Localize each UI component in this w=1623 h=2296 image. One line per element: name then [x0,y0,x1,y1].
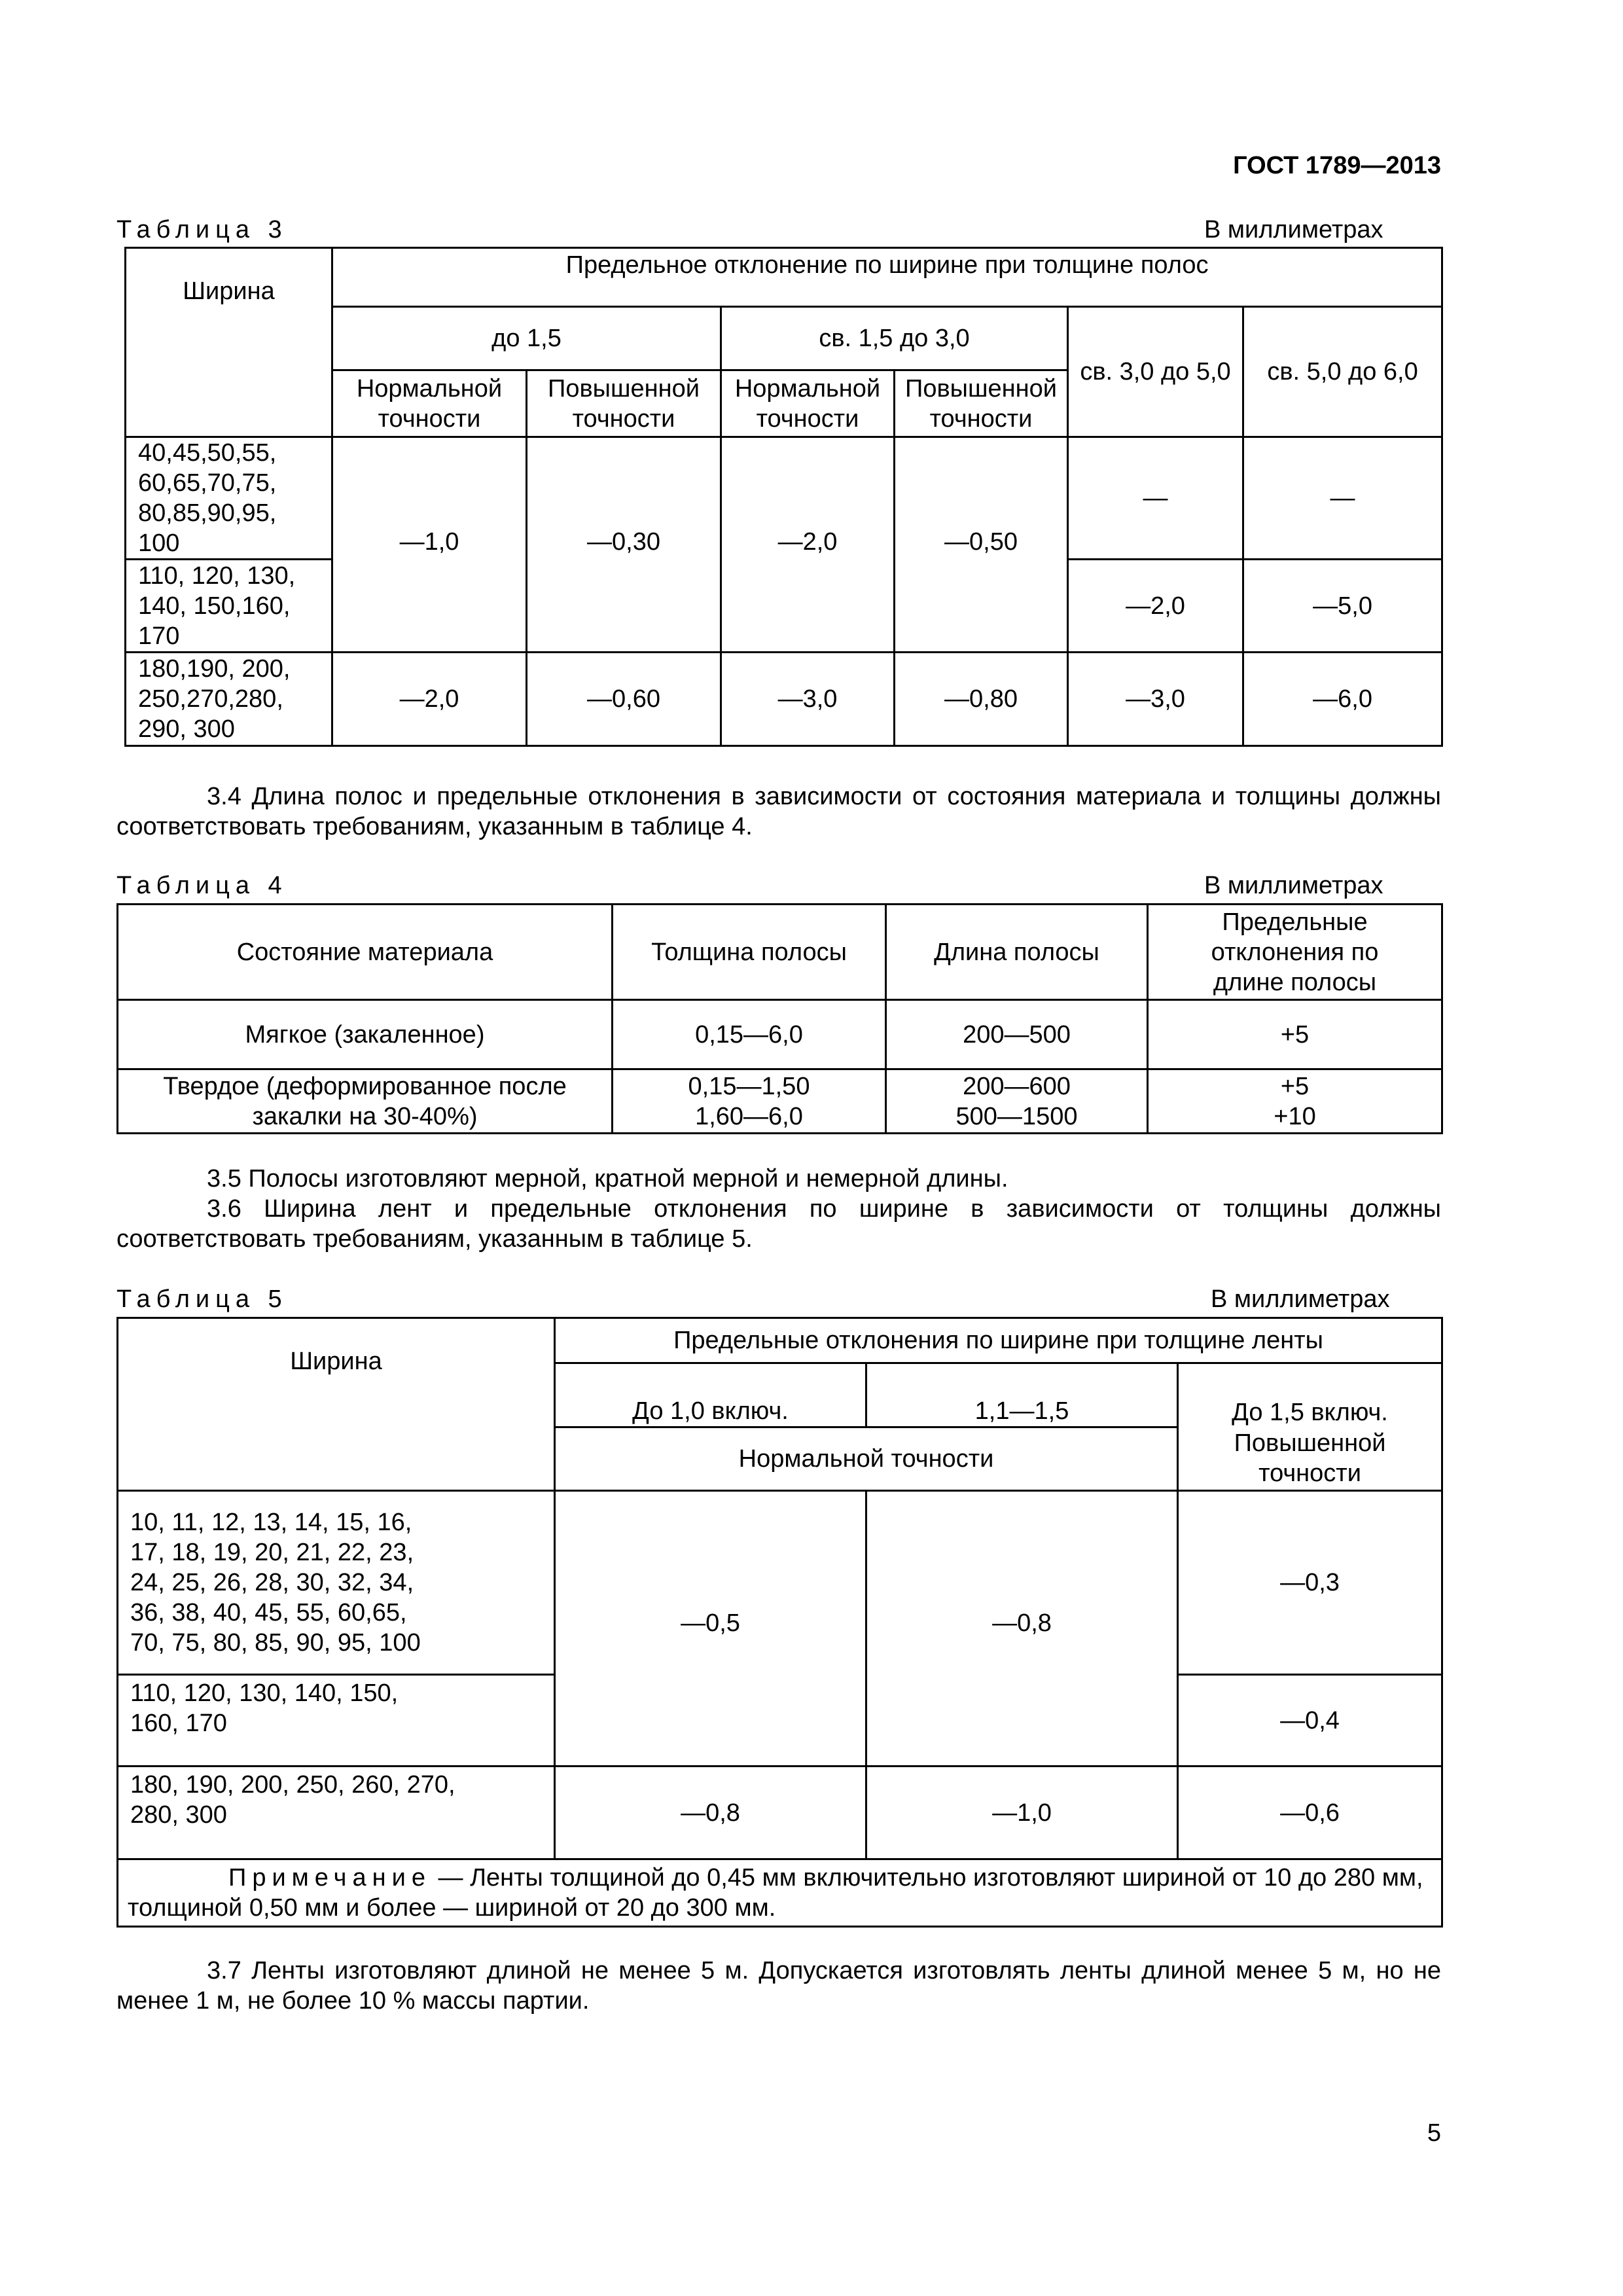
table5-cell: —0,4 [1178,1675,1442,1767]
table3-cell: —0,30 [527,437,721,653]
table5-label: Таблица 5 [116,1285,288,1313]
table5-header-to-1-5: До 1,5 включ. [1178,1363,1442,1427]
paragraph-3-5 [116,1164,1441,1194]
paragraph-3-7 [116,1956,1441,2016]
table4-header-deviation: Предельные отклонения по длине полосы [1148,905,1442,1000]
table4-cell: Твердое (деформированное после закалки на 30-40%) [118,1069,613,1134]
table5-cell: —1,0 [866,1767,1178,1859]
table3-header-1-5-to-3-0: св. 1,5 до 3,0 [721,307,1068,370]
table3-cell: —0,60 [527,653,721,746]
table5-row3-width: 180, 190, 200, 250, 260, 270, 280, 300 [118,1767,555,1859]
paragraph-3-6 [116,1194,1441,1254]
page-number: 5 [1427,2119,1441,2147]
table3-header-3-0-to-5-0: св. 3,0 до 5,0 [1068,307,1243,437]
table3-cell: — [1243,437,1442,560]
table5-units: В миллиметрах [1211,1285,1390,1313]
table3-cell: —1,0 [332,437,527,653]
table4-cell: 200—600 500—1500 [886,1069,1148,1134]
table3-cell: — [1068,437,1243,560]
table3-cell: —2,0 [332,653,527,746]
table4-cell: +5 [1148,1000,1442,1069]
table3-row2-width: 110, 120, 130, 140, 150,160, 170 [126,560,332,653]
table5-cell: —0,6 [1178,1767,1442,1859]
table3-cell: —3,0 [1068,653,1243,746]
table3-units: В миллиметрах [1204,216,1383,243]
table3-cell: —6,0 [1243,653,1442,746]
table5-header-main: Предельные отклонения по ширине при толщине ленты [555,1318,1442,1363]
table3-header-high-accuracy: Повышенной точности [895,370,1068,437]
table5-cell: —0,3 [1178,1491,1442,1675]
table3-row1-width: 40,45,50,55, 60,65,70,75, 80,85,90,95, 100 [126,437,332,560]
table3 [124,247,1443,747]
table3-header-high-accuracy: Повышенной точности [527,370,721,437]
table3-cell: —5,0 [1243,560,1442,653]
table5-row1-width: 10, 11, 12, 13, 14, 15, 16, 17, 18, 19, 20, 21, 22, 23, 24, 25, 26, 28, 30, 32, 34, 36, 38, 40, 45, 55, 60,65, 70, 75, 80, 85, 90, 95, 100 [118,1491,555,1675]
table4-header-length: Длина полосы [886,905,1148,1000]
table3-header-to-1-5: до 1,5 [332,307,721,370]
table5-header-normal-accuracy: Нормальной точности [555,1427,1178,1491]
document-code: ГОСТ 1789—2013 [1233,152,1441,179]
table3-header-normal-accuracy: Нормальной точности [721,370,895,437]
paragraph-3-5-text: 3.5 Полосы изготовляют мерной, кратной мерной и немерной длины. [207,1165,1008,1193]
table3-cell: —0,80 [895,653,1068,746]
paragraph-3-4-text: 3.4 Длина полос и предельные отклонения в зависимости от состояния материала и толщины должны соответствовать требованиям, указанным в таблице 4. [116,783,1441,840]
table3-row3-width: 180,190, 200, 250,270,280, 290, 300 [126,653,332,746]
table3-cell: —2,0 [1068,560,1243,653]
table4-cell: Мягкое (закаленное) [118,1000,613,1069]
paragraph-3-4 [116,781,1441,842]
table4-cell: 0,15—1,50 1,60—6,0 [613,1069,886,1134]
table5-header-width: Ширина [118,1318,555,1491]
table3-label: Таблица 3 [116,216,288,243]
table3-cell: —0,50 [895,437,1068,653]
table4-header-thickness: Толщина полосы [613,905,886,1000]
table5-header-1-1-to-1-5: 1,1—1,5 [866,1363,1178,1427]
table5-note-label: Примечание [228,1864,431,1892]
table5-row2-width: 110, 120, 130, 140, 150, 160, 170 [118,1675,555,1767]
table3-header-5-0-to-6-0: св. 5,0 до 6,0 [1243,307,1442,437]
table4-cell: +5 +10 [1148,1069,1442,1134]
table3-cell: —3,0 [721,653,895,746]
table5-cell: —0,8 [866,1491,1178,1767]
table5-note [118,1859,1442,1927]
table3-header-main: Предельное отклонение по ширине при толщине полос [332,248,1442,307]
table4-cell: 0,15—6,0 [613,1000,886,1069]
table3-header-normal-accuracy: Нормальной точности [332,370,527,437]
table3-header-width: Ширина [126,248,332,437]
table4-label: Таблица 4 [116,872,288,899]
table4 [116,903,1443,1134]
table5-cell: —0,5 [555,1491,866,1767]
table5-cell: —0,8 [555,1767,866,1859]
table4-cell: 200—500 [886,1000,1148,1069]
table4-header-state: Состояние материала [118,905,613,1000]
table5-note-text: — Ленты толщиной до 0,45 мм включительно изготовляют шириной от 10 до 280 мм, толщиной 0,50 мм и более — шириной от 20 до 300 мм. [128,1864,1423,1922]
table5-header-to-1-0: До 1,0 включ. [555,1363,866,1427]
table3-cell: —2,0 [721,437,895,653]
paragraph-3-7-text: 3.7 Ленты изготовляют длиной не менее 5 м. Допускается изготовлять ленты длиной менее 5 м, но не менее 1 м, не более 10 % массы партии. [116,1957,1441,2015]
table4-units: В миллиметрах [1204,872,1383,899]
table5-header-high-accuracy: Повышенной точности [1178,1427,1442,1491]
table5 [116,1317,1443,1928]
paragraph-3-6-text: 3.6 Ширина лент и предельные отклонения по ширине в зависимости от толщины должны соответствовать требованиям, указанным в таблице 5. [116,1195,1441,1253]
